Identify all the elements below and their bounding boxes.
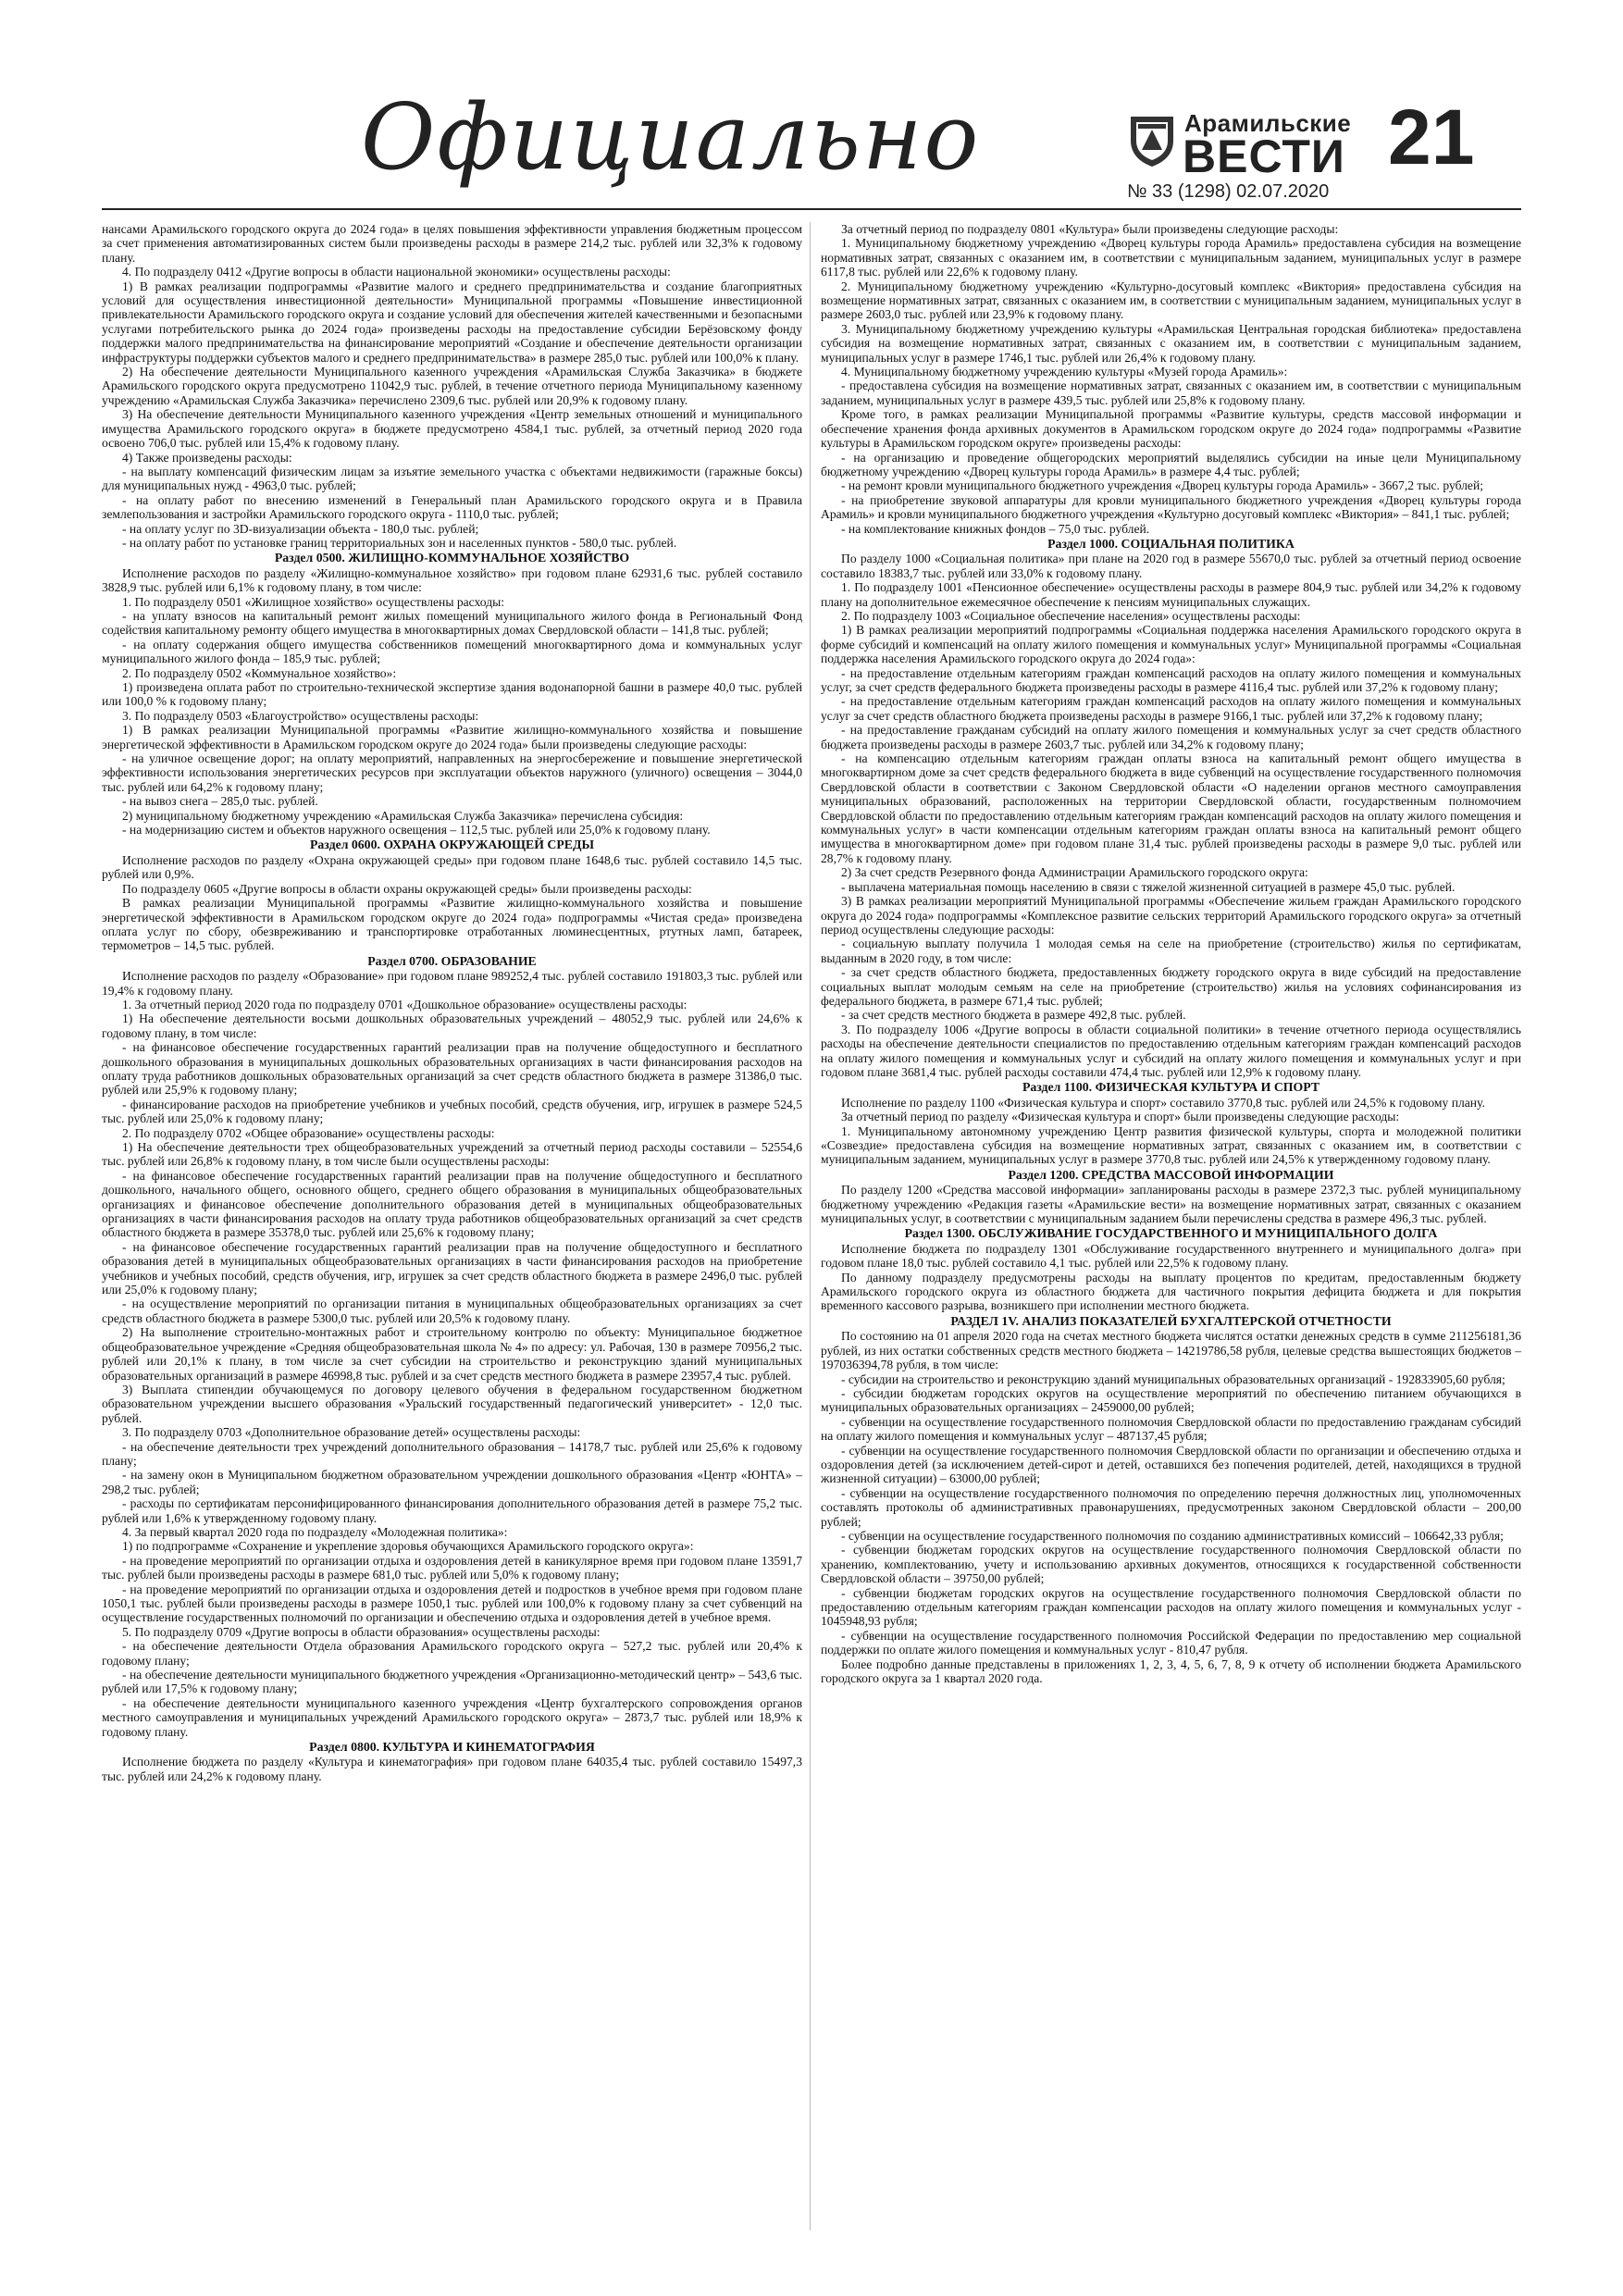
- paragraph: Исполнение расходов по разделу «Образование» при годовом плане 989252,4 тыс. рублей составило 191803,3 тыс. рублей или 19,4% к годовому плану.: [102, 969, 802, 998]
- paragraph: - на предоставление отдельным категориям граждан компенсаций расходов на оплату жилого помещения и коммунальных услуг, за счет средств федерального бюджета произведены расходы в размере 4116,4 тыс. рублей или 37,2% к годовому плану;: [821, 665, 1521, 694]
- paragraph: По состоянию на 01 апреля 2020 года на счетах местного бюджета числятся остатки денежных средств в сумме 211256181,36 рублей, из них остатки собственных средств местного бюджета – 14219786,58 рубля, целевые средства вышестоящих бюджетов – 197036394,78 рубля, в том числе:: [821, 1329, 1521, 1372]
- paragraph: 4. Муниципальному бюджетному учреждению культуры «Музей города Арамиль»:: [841, 365, 1288, 379]
- page-number: 21: [1388, 93, 1475, 180]
- paragraph: - на финансовое обеспечение государственных гарантий реализации прав на получение общедоступного и бесплатного дошкольного, начального общего, основного общего, среднего общего образования в муниципальных общеобразовательных организациях и финансовое обеспечение дополнительного образования детей в муниципальных общеобразовательных организациях в части финансирования расходов на оплату труда работников общеобразовательных организаций за счет средств областного бюджета в размере 35378,0 тыс. рублей или 25,6% к годовому плану;: [102, 1168, 802, 1240]
- paragraph: - на организацию и проведение общегородских мероприятий выделялись субсидии на иные цели Муниципальному бюджетному учреждению «Дворец культуры города Арамиль» в размере 4,4 тыс. рублей;: [821, 450, 1521, 478]
- paragraph: Исполнение бюджета по подразделу 1301 «Обслуживание государственного внутреннего и муниципального долга» при годовом плане 18,0 тыс. рублей составило 4,1 тыс. рублей или 22,5% к годовому плану.: [821, 1241, 1521, 1271]
- section-heading: Раздел 1000. СОЦИАЛЬНАЯ ПОЛИТИКА: [1047, 536, 1295, 551]
- paragraph: - субвенции бюджетам городских округов на осуществление государственного полномочия Свердловской области по предоставлению отдельным категориям граждан компенсации расходов на оплату жилого помещения и коммунальных услуг - 1045948,93 рубля;: [821, 1585, 1521, 1629]
- paragraph: 1. Муниципальному бюджетному учреждению «Дворец культуры города Арамиль» предоставлена субсидия на возмещение нормативных затрат, связанных с оказанием им, в соответствии с муниципальным заданием, муниципальных услуг в размере 6117,8 тыс. рублей или 22,6% к годовому плану.: [821, 236, 1521, 279]
- paragraph: - выплачена материальная помощь населению в связи с тяжелой жизненной ситуацией в размере 45,0 тыс. рублей.: [841, 879, 1456, 894]
- paragraph: - на проведение мероприятий по организации отдыха и оздоровления детей и подростков в учебное время при годовом плане 1050,1 тыс. рублей были произведены расходы в размере 1050,1 тыс. рублей или 100,0% к годовому плану за счет субвенций на осуществление государственных полномочий по организации и обеспечению отдыха и оздоровления детей в учебное время.: [102, 1582, 802, 1625]
- paragraph: - на модернизацию систем и объектов наружного освещения – 112,5 тыс. рублей или 25,0% к годовому плану.: [122, 823, 711, 838]
- paragraph: 1) В рамках реализации Муниципальной программы «Развитие жилищно-коммунального хозяйства и повышение энергетической эффективности в Арамильском городском округе до 2024 года» были произведены следующие расходы:: [102, 723, 802, 751]
- paragraph: 2. По подразделу 0702 «Общее образование» осуществлены расходы:: [122, 1125, 495, 1140]
- paragraph: 4) Также произведены расходы:: [122, 450, 292, 465]
- paragraph: Кроме того, в рамках реализации Муниципальной программы «Развитие культуры, средств массовой информации и обеспечение хранения фонда архивных документов в Арамильском городском округе до 2024 года» подпрограммы «Развитие культуры в Арамильском городском округе» произведены расходы:: [821, 407, 1521, 451]
- rubric-title: Официально: [361, 85, 981, 191]
- paragraph: 4. За первый квартал 2020 года по подразделу «Молодежная политика»:: [122, 1524, 508, 1539]
- paragraph: - на обеспечение деятельности муниципального казенного учреждения «Центр бухгалтерского сопровождения органов местного самоуправления и муниципальных учреждений Арамильского городского округа» – 2873,7 тыс. рублей или 18,9% к годовому плану.: [102, 1695, 802, 1739]
- paragraph: - субсидии на строительство и реконструкцию зданий муниципальных образовательных организаций - 192833905,60 рубля;: [841, 1371, 1505, 1386]
- paragraph: - социальную выплату получила 1 молодая семья на селе на приобретение (строительство) жилья по сертификатам, выданным в 2020 году, в том числе:: [821, 937, 1521, 965]
- paragraph: - на ремонт кровли муниципального бюджетного учреждения «Дворец культуры города Арамиль» - 3667,2 тыс. рублей;: [841, 478, 1484, 493]
- paragraph: - на замену окон в Муниципальном бюджетном образовательном учреждении дошкольного образования «Центр «ЮНТА» – 298,2 тыс. рублей;: [102, 1468, 802, 1496]
- section-heading: Раздел 0500. ЖИЛИЩНО-КОММУНАЛЬНОЕ ХОЗЯЙСТВО: [274, 551, 630, 565]
- paragraph: 2. По подразделу 0502 «Коммунальное хозяйство»:: [122, 665, 397, 680]
- coat-of-arms-icon: [1127, 113, 1177, 168]
- paragraph: 1) В рамках реализации мероприятий подпрограммы «Социальная поддержка населения Арамильского городского округа в форме субсидий и компенсаций на оплату жилого помещения и коммунальных услуг» Муниципальной программы «Социальная поддержка населения Арамильского городского округа до 2024 года»:: [821, 623, 1521, 666]
- paragraph: Исполнение расходов по разделу «Жилищно-коммунальное хозяйство» при годовом плане 62931,6 тыс. рублей составило 3828,9 тыс. рублей или 6,1% к годовому плану, в том числе:: [102, 565, 802, 595]
- paragraph: - расходы по сертификатам персонифицированного финансирования дополнительного образования детей в размере 75,2 тыс. рублей или 1,6% к утвержденному годовому плану.: [102, 1496, 802, 1525]
- paragraph: - на обеспечение деятельности Отдела образования Арамильского городского округа – 527,2 тыс. рублей или 20,4% к годовому плану;: [102, 1639, 802, 1668]
- right-column: [821, 222, 1521, 2230]
- paragraph: - на проведение мероприятий по организации отдыха и оздоровления детей в каникулярное время при годовом плане 13591,7 тыс. рублей были произведены расходы в размере 681,0 тыс. рублей или 5,0% к годовому плану;: [102, 1553, 802, 1582]
- paragraph: - на оплату работ по внесению изменений в Генеральный план Арамильского городского округа и в Правила землепользования и застройки Арамильского городского округа - 1110,0 тыс. рублей;: [102, 492, 802, 522]
- paragraph: 1) В рамках реализации подпрограммы «Развитие малого и среднего предпринимательства и создание благоприятных условий для осуществления инвестиционной деятельности» Муниципальной программы «Повышение инвестиционной привлекательности Арамильского городского округа и создание условий для обеспечения жителей качественными и безопасными услугами потребительского рынка до 2024 года» произведены расходы на предоставление субсидии Берёзовскому фонду поддержки малого предпринимательства на финансирование мероприятий «Создание и обеспечение деятельности организации инфраструктуры поддержки субъектов малого и среднего предпринимательства» в размере 285,0 тыс. рублей или 100,0% к плану.: [102, 279, 802, 365]
- paragraph: 1) по подпрограмме «Сохранение и укрепление здоровья обучающихся Арамильского городского округа»:: [122, 1539, 694, 1554]
- section-heading: РАЗДЕЛ 1V. АНАЛИЗ ПОКАЗАТЕЛЕЙ БУХГАЛТЕРСКОЙ ОТЧЕТНОСТИ: [950, 1313, 1392, 1328]
- paragraph: За отчетный период по подразделу 0801 «Культура» были произведены следующие расходы:: [841, 222, 1339, 236]
- paragraph: В рамках реализации Муниципальной программы «Развитие жилищно-коммунального хозяйства и повышение энергетической эффективности в Арамильском городском округе до 2024 года» подпрограммы «Чистая среда» произведена оплата услуг по сбору, обезвреживанию и транспортировке отработанных люминесцентных, ртутных ламп, батареек, термометров – 14,5 тыс. рублей.: [102, 896, 802, 953]
- paragraph: - субвенции на осуществление государственного полномочия по определению перечня должностных лиц, уполномоченных составлять протоколы об административных правонарушениях, предусмотренных законом Свердловской области – 200,00 рублей;: [821, 1485, 1521, 1529]
- section-heading: Раздел 1200. СРЕДСТВА МАССОВОЙ ИНФОРМАЦИИ: [1008, 1167, 1334, 1182]
- left-column: [102, 222, 802, 2230]
- paragraph: - на финансовое обеспечение государственных гарантий реализации прав на получение общедоступного и бесплатного образования детей в муниципальных общеобразовательных организациях в части финансирования расходов на приобретение учебников и учебных пособий, средств обучения, игр, игрушек за счет средств областного бюджета в размере 2496,0 тыс. рублей или 25,0% к годовому плану;: [102, 1239, 802, 1297]
- paragraph: - на выплату компенсаций физическим лицам за изъятие земельного участка с объектами недвижимости (гаражные боксы) для муниципальных нужд - 4963,0 тыс. рублей;: [102, 464, 802, 493]
- paragraph: 3. По подразделу 0503 «Благоустройство» осуществлены расходы:: [122, 708, 479, 723]
- paragraph: 1. Муниципальному автономному учреждению Центр развития физической культуры, спорта и молодежной политики «Созвездие» предоставлена субсидия на возмещение нормативных затрат, связанных с оказанием им, в соответствии с муниципальным заданием, муниципальных услуг в размере 3770,8 тыс. рублей или 24,5% к утвержденному годовому плану.: [821, 1123, 1521, 1167]
- paragraph: - предоставлена субсидия на возмещение нормативных затрат, связанных с оказанием им, в соответствии с муниципальным заданием, муниципальных услуг в размере 439,5 тыс. рублей или 25,8% к годовому плану.: [821, 379, 1521, 407]
- paragraph: - на осуществление мероприятий по организации питания в муниципальных общеобразовательных организациях за счет средств областного бюджета в размере 5300,0 тыс. рублей или 20,5% к годовому плану.: [102, 1297, 802, 1325]
- paragraph: 3. По подразделу 0703 «Дополнительное образование детей» осуществлены расходы:: [122, 1425, 581, 1440]
- paragraph: - субвенции на осуществление государственного полномочия Свердловской области по организации и обеспечению отдыха и оздоровления детей (за исключением детей-сирот и детей, оставшихся без попечения родителей, детей, находящихся в трудной жизненной ситуации) – 63000,00 рублей;: [821, 1443, 1521, 1486]
- paragraph: - на оплату содержания общего имущества собственников помещений многоквартирного дома и коммунальных услуг муниципального жилого фонда – 185,9 тыс. рублей;: [102, 637, 802, 666]
- section-heading: Раздел 0600. ОХРАНА ОКРУЖАЮЩЕЙ СРЕДЫ: [309, 838, 595, 852]
- paragraph: - на оплату работ по установке границ территориальных зон и населенных пунктов - 580,0 тыс. рублей.: [122, 535, 677, 550]
- paragraph: Исполнение по разделу 1100 «Физическая культура и спорт» составило 3770,8 тыс. рублей или 24,5% к годовому плану.: [841, 1095, 1485, 1110]
- logo-text-main: ВЕСТИ: [1183, 130, 1345, 182]
- section-heading: Раздел 1100. ФИЗИЧЕСКАЯ КУЛЬТУРА И СПОРТ: [1022, 1080, 1320, 1095]
- paragraph: 1) На обеспечение деятельности трех общеобразовательных учреждений за отчетный период расходы составили – 52554,6 тыс. рублей или 26,8% к годовому плану, в том числе были осуществлены расходы:: [102, 1140, 802, 1169]
- paragraph: 1. За отчетный период 2020 года по подразделу 0701 «Дошкольное образование» осуществлены расходы:: [122, 997, 688, 1011]
- paragraph: нансами Арамильского городского округа до 2024 года» в целях повышения эффективности управления бюджетным процессом за счет применения автоматизированных систем были произведены расходы в размере 214,2 тыс. рублей или 32,3% к годовому плану.: [102, 222, 802, 265]
- paragraph: Исполнение расходов по разделу «Охрана окружающей среды» при годовом плане 1648,6 тыс. рублей составило 14,5 тыс. рублей или 0,9%.: [102, 852, 802, 882]
- paragraph: - на предоставление гражданам субсидий на оплату жилого помещения и коммунальных услуг за счет средств областного бюджета произведены расходы в размере 2603,7 тыс. рублей или 34,2% к годовому плану;: [821, 723, 1521, 751]
- paragraph: 3) В рамках реализации мероприятий Муниципальной программы «Обеспечение жильем граждан Арамильского городского округа до 2024 года» подпрограммы «Комплексное развитие сельских территорий Арамильского городского округа» за отчетный период осуществлены следующие расходы:: [821, 894, 1521, 937]
- paragraph: 1) произведена оплата работ по строительно-технической экспертизе здания водонапорной башни в размере 40,0 тыс. рублей или 100,0 % к годовому плану;: [102, 680, 802, 709]
- paragraph: - финансирование расходов на приобретение учебников и учебных пособий, средств обучения, игр, игрушек в размере 524,5 тыс. рублей или 25,0% к годовому плану;: [102, 1097, 802, 1126]
- paragraph: 2) муниципальному бюджетному учреждению «Арамильская Служба Заказчика» перечислена субсидия:: [122, 808, 684, 823]
- issue-info: № 33 (1298) 02.07.2020: [1127, 181, 1330, 202]
- paragraph: - на приобретение звуковой аппаратуры для кровли муниципального бюджетного учреждения «Дворец культуры города Арамиль» и кровли муниципального бюджетного учреждения «Культурно досуговый комплекс «Виктория» – 841,1 тыс. рублей;: [821, 492, 1521, 522]
- paragraph: 2) За счет средств Резервного фонда Администрации Арамильского городского округа:: [841, 865, 1308, 880]
- paragraph: - на компенсацию отдельным категориям граждан оплаты взноса на капитальный ремонт общего имущества в многоквартирном доме за счет средств федерального бюджета в виде субвенций на осуществление государственного полномочия Свердловской области в соответствии с Законом Свердловской области «О наделении органов местного самоуправления муниципальных образований, расположенных на территории Свердловской области, государственным полномочием Свердловской области по предоставлению отдельным категориям граждан компенсаций расходов на оплату жилого помещения и коммунальных услуг» в части компенсации отдельным категориям граждан оплаты взноса на капитальный ремонт общего имущества в многоквартирном доме» при годовом плане 31,4 тыс. рублей произведены расходы в размере 9,0 тыс. рублей или 28,7% к годовому плану.: [821, 751, 1521, 865]
- paragraph: - на уличное освещение дорог; на оплату мероприятий, направленных на энергосбережение и повышение энергетической эффективности использования энергетических ресурсов при эксплуатации объектов наружного (уличного) освещения – 3044,0 тыс. рублей или 64,2% к годовому плану;: [102, 751, 802, 794]
- section-heading: Раздел 0800. КУЛЬТУРА И КИНЕМАТОГРАФИЯ: [309, 1740, 595, 1755]
- paragraph: 4. По подразделу 0412 «Другие вопросы в области национальной экономики» осуществлены расходы:: [122, 265, 671, 279]
- masthead: [0, 0, 1623, 231]
- paragraph: - на финансовое обеспечение государственных гарантий реализации прав на получение общедоступного и бесплатного дошкольного образования в муниципальных дошкольных образовательных организациях в части финансирования расходов на оплату труда работников дошкольных образовательных организаций за счет средств областного бюджета в размере 31386,0 тыс. рублей или 25,9% к годовому плану;: [102, 1040, 802, 1098]
- newspaper-logo: [1127, 109, 1358, 182]
- paragraph: 3) Выплата стипендии обучающемуся по договору целевого обучения в федеральном государственном бюджетном образовательном учреждении высшего образования «Уральский государственный педагогический университет» - 12,0 тыс. рублей.: [102, 1382, 802, 1425]
- paragraph: 3. По подразделу 1006 «Другие вопросы в области социальной политики» в течение отчетного периода осуществлялись расходы на обеспечение деятельности специалистов по предоставлению отдельным категориям граждан компенсаций расходов на оплату жилого помещения и коммунальных услуг и субсидий на оплату жилого помещения и коммунальных услуг и при годовом плане 3681,4 тыс. рублей расходы составили 474,4 тыс. рублей или 12,9% к годовому плану.: [821, 1022, 1521, 1079]
- paragraph: - субвенции на осуществление государственного полномочия Российской Федерации по предоставлению мер социальной поддержки по оплате жилого помещения и коммунальных услуг - 810,47 рубля.: [821, 1628, 1521, 1657]
- section-heading: Раздел 1300. ОБСЛУЖИВАНИЕ ГОСУДАРСТВЕННОГО И МУНИЦИПАЛЬНОГО ДОЛГА: [904, 1226, 1438, 1241]
- logo-text-top: Арамильские: [1184, 109, 1352, 137]
- header-rule: [102, 208, 1521, 210]
- paragraph: 2. Муниципальному бюджетному учреждению «Культурно-досуговый комплекс «Виктория» предоставлена субсидия на возмещение нормативных затрат, связанных с оказанием им, в соответствии с муниципальным заданием, муниципальных услуг в размере 2603,0 тыс. рублей или 23,9% к годовому плану.: [821, 279, 1521, 322]
- paragraph: По данному подразделу предусмотрены расходы на выплату процентов по кредитам, предоставленным бюджету Арамильского городского округа из областного бюджета для частичного покрытия дефицита бюджета и для покрытия временного кассового разрыва, возникшего при исполнении местного бюджета.: [821, 1270, 1521, 1313]
- paragraph: 1. По подразделу 1001 «Пенсионное обеспечение» осуществлены расходы в размере 804,9 тыс. рублей или 34,2% к годовому плану на дополнительное ежемесячное обеспечение к пенсиям муниципальных служащих.: [821, 580, 1521, 609]
- paragraph: - на комплектование книжных фондов – 75,0 тыс. рублей.: [841, 521, 1150, 536]
- paragraph: 2) На выполнение строительно-монтажных работ и строительному контролю по объекту: Муниципальное бюджетное общеобразовательное учреждение «Средняя общеобразовательная школа № 4» по адресу: ул. Рабочая, 130 в размере 70956,2 тыс. рублей или 20,1% к плану, в том числе за счет субсидии на строительство и реконструкцию зданий муниципальных образовательных организаций в размере 46998,8 тыс. рублей и за счет средств местного бюджета в размере 23957,4 тыс. рублей.: [102, 1325, 802, 1383]
- paragraph: - за счет средств областного бюджета, предоставленных бюджету городского округа в виде субсидий на предоставление социальных выплат молодым семьям на селе на приобретение (строительство) жилья на условиях софинансирования из федерального бюджета, в размере 671,4 тыс. рублей;: [821, 965, 1521, 1008]
- paragraph: По разделу 1200 «Средства массовой информации» запланированы расходы в размере 2372,3 тыс. рублей муниципальному бюджетному учреждению «Редакция газеты «Арамильские вести» на возмещение нормативных затрат, связанных с оказанием муниципальных услуг, в соответствии с муниципальным заданием были перечислены средства в размере 496,3 тыс. рублей.: [821, 1183, 1521, 1226]
- paragraph: За отчетный период по разделу «Физическая культура и спорт» были произведены следующие расходы:: [841, 1110, 1400, 1124]
- paragraph: По разделу 1000 «Социальная политика» при плане на 2020 год в размере 55670,0 тыс. рублей за отчетный период освоение составило 18383,7 тыс. рублей или 33,0% к годовому плану.: [821, 552, 1521, 580]
- paragraph: - на обеспечение деятельности трех учреждений дополнительного образования – 14178,7 тыс. рублей или 25,6% к годовому плану;: [102, 1439, 802, 1468]
- paragraph: По подразделу 0605 «Другие вопросы в области охраны окружающей среды» были произведены расходы:: [122, 881, 692, 896]
- paragraph: 1. По подразделу 0501 «Жилищное хозяйство» осуществлены расходы:: [122, 594, 505, 609]
- column-divider: [810, 222, 811, 2230]
- paragraph: Исполнение бюджета по разделу «Культура и кинематография» при годовом плане 64035,4 тыс. рублей составило 15497,3 тыс. рублей или 24,2% к годовому плану.: [102, 1755, 802, 1783]
- paragraph: - на уплату взносов на капитальный ремонт жилых помещений муниципального жилого фонда в Региональный Фонд содействия капитальному ремонту общего имущества в многоквартирных домах Свердловской области – 141,8 тыс. рублей;: [102, 608, 802, 638]
- paragraph: Более подробно данные представлены в приложениях 1, 2, 3, 4, 5, 6, 7, 8, 9 к отчету об исполнении бюджета Арамильского городского округа за 1 квартал 2020 года.: [821, 1657, 1521, 1686]
- paragraph: - субвенции на осуществление государственного полномочия Свердловской области по предоставлению гражданам субсидий на оплату жилого помещения и коммунальных услуг – 487137,45 рубля;: [821, 1414, 1521, 1444]
- paragraph: - на оплату услуг по 3D-визуализации объекта - 180,0 тыс. рублей;: [122, 521, 479, 536]
- paragraph: 1) На обеспечение деятельности восьми дошкольных образовательных учреждений – 48052,9 тыс. рублей или 24,6% к годовому плану, в том числе:: [102, 1011, 802, 1040]
- paragraph: - на вывоз снега – 285,0 тыс. рублей.: [122, 794, 318, 809]
- paragraph: 2) На обеспечение деятельности Муниципального казенного учреждения «Арамильская Служба Заказчика» в бюджете Арамильского городского округа предусмотрено 11042,9 тыс. рублей, в течение отчетного периода Муниципальному казенному учреждению «Арамильская Служба Заказчика» перечислено 2309,6 тыс. рублей или 20,9% к годовому плану.: [102, 365, 802, 407]
- paragraph: - на предоставление отдельным категориям граждан компенсаций расходов на оплату жилого помещения и коммунальных услуг за счет средств областного бюджета произведены расходы в размере 9166,1 тыс. рублей или 37,2% к годовому плану;: [821, 694, 1521, 723]
- paragraph: 2. По подразделу 1003 «Социальное обеспечение населения» осуществлены расходы:: [841, 608, 1301, 623]
- paragraph: 5. По подразделу 0709 «Другие вопросы в области образования» осуществлены расходы:: [122, 1624, 601, 1639]
- paragraph: - субсидии бюджетам городских округов на осуществление мероприятий по обеспечению питанием обучающихся в муниципальных образовательных организациях – 2459000,00 рублей;: [821, 1385, 1521, 1415]
- paragraph: 3. Муниципальному бюджетному учреждению культуры «Арамильская Центральная городская библиотека» предоставлена субсидия на возмещение нормативных затрат, связанных с оказанием им, в соответствии с муниципальным заданием, муниципальных услуг в размере 1746,1 тыс. рублей или 26,4% к годовому плану.: [821, 321, 1521, 365]
- paragraph: - субвенции бюджетам городских округов на осуществление государственного полномочия Свердловской области по хранению, комплектованию, учету и использованию архивных документов, относящихся к государственной собственности Свердловской области – 39750,00 рублей;: [821, 1543, 1521, 1586]
- paragraph: - на обеспечение деятельности муниципального бюджетного учреждения «Организационно-методический центр» – 543,6 тыс. рублей или 17,5% к годовому плану;: [102, 1668, 802, 1696]
- section-heading: Раздел 0700. ОБРАЗОВАНИЕ: [367, 953, 537, 968]
- paragraph: - за счет средств местного бюджета в размере 492,8 тыс. рублей.: [841, 1008, 1186, 1023]
- paragraph: 3) На обеспечение деятельности Муниципального казенного учреждения «Центр земельных отношений и муниципального имущества Арамильского городского округа» в бюджете предусмотрено 4584,1 тыс. рублей, за отчетный период 2020 года освоено 706,0 тыс. рублей или 15,4% к годовому плану.: [102, 407, 802, 451]
- paragraph: - субвенции на осуществление государственного полномочия по созданию административных комиссий – 106642,33 рубля;: [841, 1528, 1504, 1543]
